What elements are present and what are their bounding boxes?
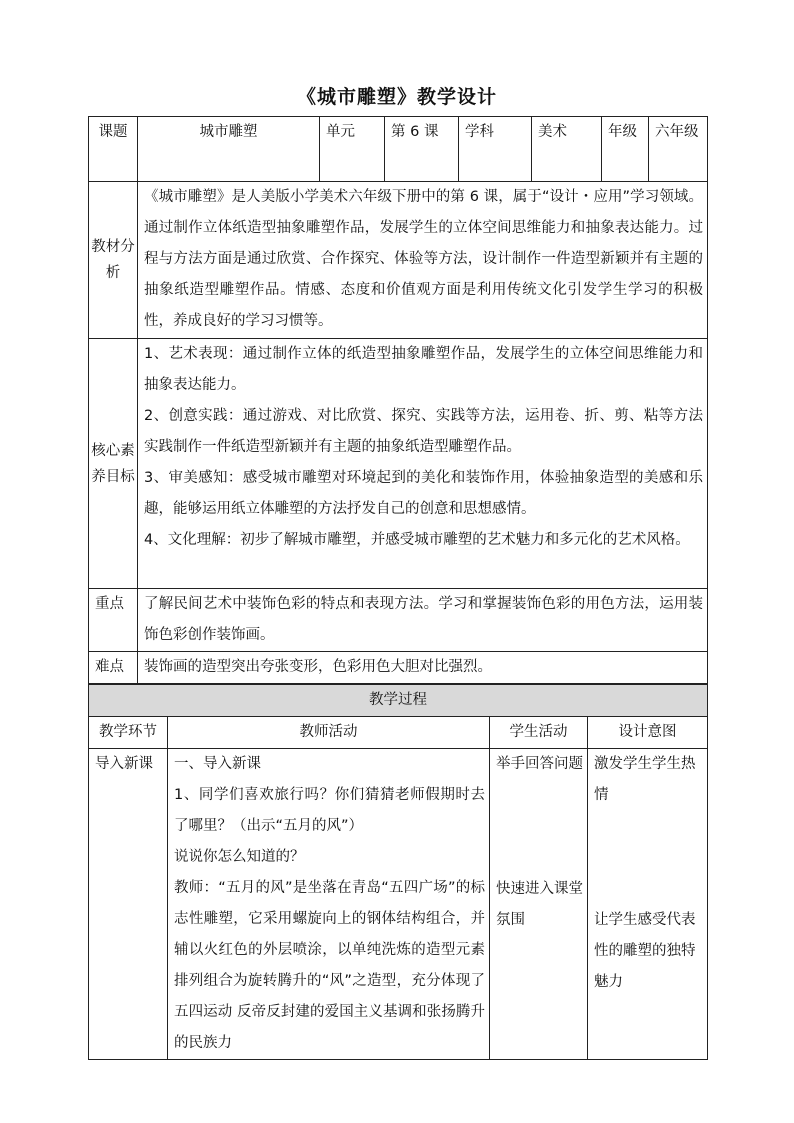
core-literacy-row [89, 339, 708, 589]
dan-yuan-label: 单元 [320, 117, 385, 182]
key-point-text: 了解民间艺术中装饰色彩的特点和表现方法。学习和掌握装饰色彩的用色方法，运用装饰色彩创作装饰画。 [138, 589, 708, 652]
process-title-row [89, 685, 708, 717]
core-literacy-item: 2、创意实践：通过游戏、对比欣赏、探究、实践等方法，运用卷、折、剪、粘等方法实践制作一件纸造型新颖并有主题的抽象纸造型雕塑作品。 [144, 408, 703, 455]
textbook-analysis-text: 《城市雕塑》是人美版小学美术六年级下册中的第 6 课，属于“设计・应用”学习领域。通过制作立体纸造型抽象雕塑作品，发展学生的立体空间思维能力和抽象表达能力。过程与方法方面是通过欣赏、合作探究、体验等方法，设计制作一件造型新颖并有主题的抽象纸造型雕塑作品。情感、态度和价值观方面是利用传统文化引发学生学习的积极性，养成良好的学习习惯等。 [138, 182, 708, 339]
core-literacy-item: 3、审美感知：感受城市雕塑对环境起到的美化和装饰作用，体验抽象造型的美感和乐趣，能够运用纸立体雕塑的方法抒发自己的创意和思想感情。 [144, 470, 703, 517]
student-activity-2: 快速进入课堂氛围 [496, 881, 583, 928]
student-activity-1: 举手回答问题 [496, 756, 583, 772]
teacher-activity-line: 说说你怎么知道的？ [174, 849, 305, 865]
dan-yuan-value: 第 6 课 [385, 117, 459, 182]
difficulty-text: 装饰画的造型突出夸张变形，色彩用色大胆对比强烈。 [138, 652, 708, 684]
textbook-analysis-row [89, 182, 708, 339]
teacher-activity-line: 一、导入新课 [174, 756, 261, 772]
spacer [496, 780, 583, 874]
teacher-activity-line: 1、同学们喜欢旅行吗？你们猜猜老师假期时去了哪里？（出示“五月的风”） [174, 787, 485, 834]
nian-ji-label: 年级 [602, 117, 649, 182]
teacher-activity-cell [168, 749, 490, 1060]
info-row [89, 117, 708, 182]
design-intent-1: 激发学生学生热情 [594, 756, 696, 803]
process-title: 教学过程 [89, 685, 708, 717]
process-row [89, 749, 708, 1060]
ke-ti-label: 课题 [89, 117, 138, 182]
xue-ke-value: 美术 [532, 117, 602, 182]
core-literacy-content [138, 339, 708, 589]
textbook-analysis-label: 教材分析 [89, 182, 138, 339]
student-activity-cell [490, 749, 588, 1060]
nian-ji-value: 六年级 [649, 117, 708, 182]
header-stage: 教学环节 [89, 717, 168, 749]
key-point-label: 重点 [89, 589, 138, 652]
core-literacy-label: 核心素养目标 [89, 339, 138, 589]
course-info-table [88, 116, 708, 684]
header-intent: 设计意图 [588, 717, 708, 749]
header-student: 学生活动 [490, 717, 588, 749]
design-intent-cell [588, 749, 708, 1060]
difficulty-row [89, 652, 708, 684]
process-header-row [89, 717, 708, 749]
key-point-row [89, 589, 708, 652]
xue-ke-label: 学科 [459, 117, 532, 182]
stage-cell: 导入新课 [89, 749, 168, 1060]
document-title: 《城市雕塑》教学设计 [296, 86, 497, 108]
teacher-activity-line: 教师：“五月的风”是坐落在青岛“五四广场”的标志性雕塑，它采用螺旋向上的钢体结构组合，并辅以火红色的外层喷涂，以单纯洗炼的造型元素排列组合为旋转腾升的“风”之造型，充分体现了五四运动 反帝反封建的爱国主义基调和张扬腾升的民族力 [174, 880, 485, 1051]
ke-ti-value: 城市雕塑 [138, 117, 320, 182]
core-literacy-item: 4、文化理解：初步了解城市雕塑，并感受城市雕塑的艺术魅力和多元化的艺术风格。 [144, 532, 690, 548]
teaching-process-table [88, 684, 708, 1060]
difficulty-label: 难点 [89, 652, 138, 684]
design-intent-2: 让学生感受代表性的雕塑的独特魅力 [594, 912, 696, 990]
header-teacher: 教师活动 [168, 717, 490, 749]
spacer [594, 811, 703, 905]
core-literacy-item: 1、艺术表现：通过制作立体的纸造型抽象雕塑作品，发展学生的立体空间思维能力和抽象表达能力。 [144, 346, 703, 393]
